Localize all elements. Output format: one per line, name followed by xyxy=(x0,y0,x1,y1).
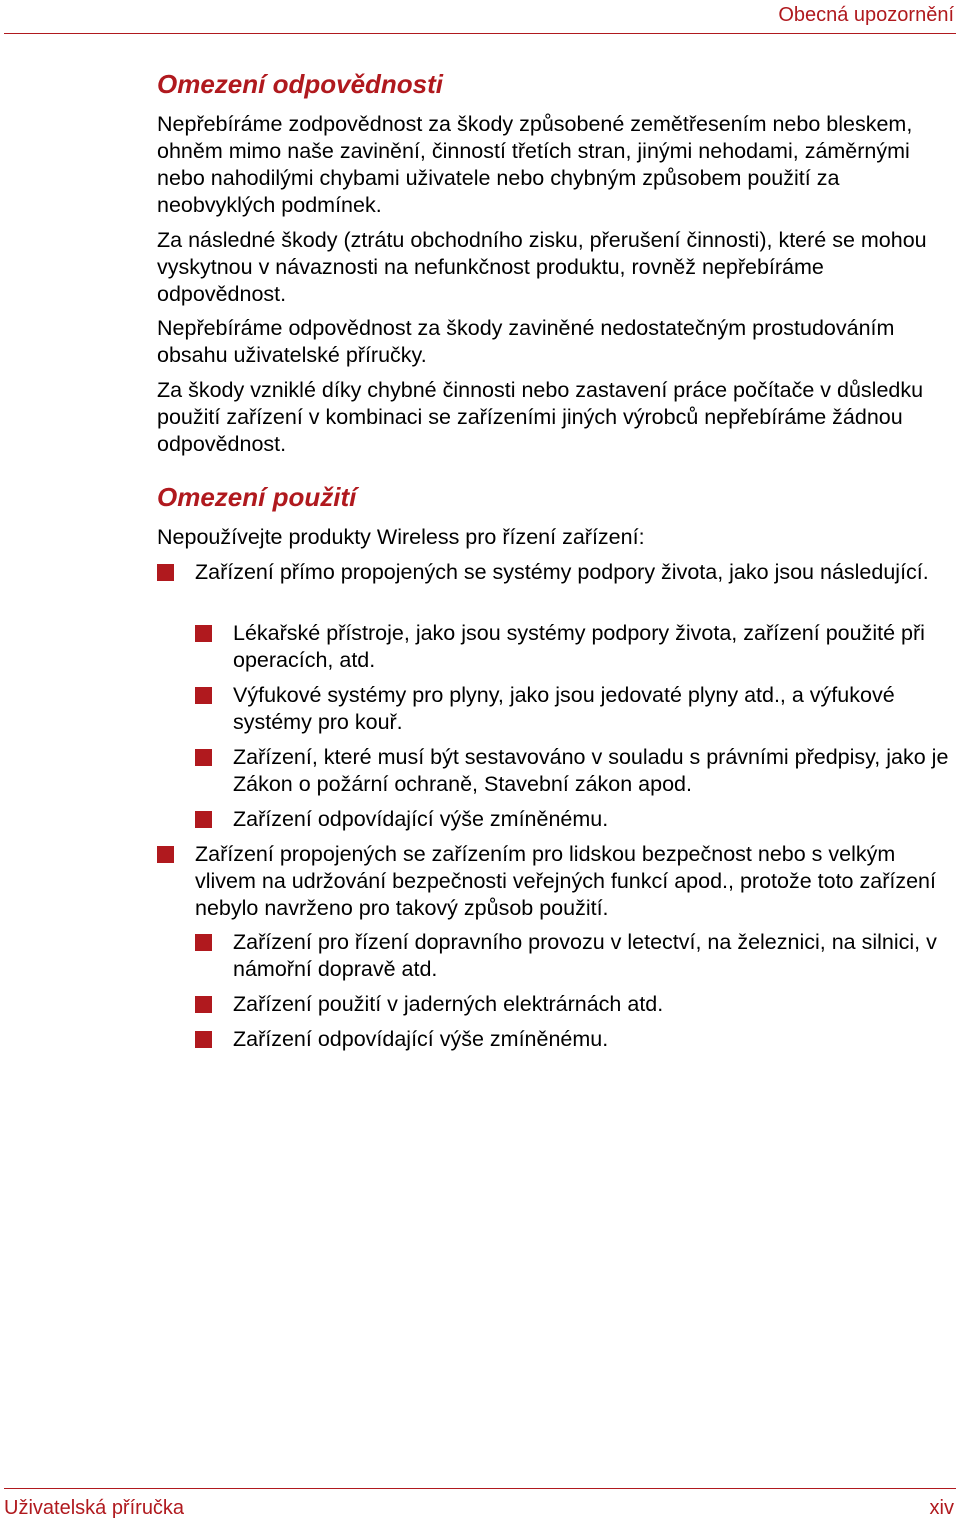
liability-paragraph-2: Za následné škody (ztrátu obchodního zisku, přerušení činnosti), které se mohou vyskytnou v návaznosti na nefunkčnost produktu, rovněž nepřebíráme odpovědnost. xyxy=(157,228,927,306)
square-bullet-icon xyxy=(157,564,174,581)
footer-divider xyxy=(4,1488,956,1489)
section-title-liability: Omezení odpovědnosti xyxy=(157,69,444,99)
section-title-usage: Omezení použití xyxy=(157,482,357,512)
liability-paragraph-1: Nepřebíráme zodpovědnost za škody způsobené zemětřesením nebo bleskem, ohněm mimo naše zavinění, činností třetích stran, jinými nehodami, záměrnými nebo nahodilými chybami uživatele nebo chybným způsobem použití za neobvyklých podmínek. xyxy=(157,112,913,217)
header-divider xyxy=(4,33,956,34)
running-header: Obecná upozornění xyxy=(778,4,954,26)
list-item-text: Lékařské přístroje, jako jsou systémy podpory života, zařízení použité při operacích, atd. xyxy=(233,621,925,672)
square-bullet-icon xyxy=(195,749,212,766)
square-bullet-icon xyxy=(157,846,174,863)
square-bullet-icon xyxy=(195,687,212,704)
list-item-text: Zařízení použití v jaderných elektrárnách atd. xyxy=(233,992,664,1016)
square-bullet-icon xyxy=(195,1031,212,1048)
liability-paragraph-4: Za škody vzniklé díky chybné činnosti nebo zastavení práce počítače v důsledku použití zařízení v kombinaci se zařízeními jiných výrobců nepřebíráme žádnou odpovědnost. xyxy=(157,378,924,456)
list-item-text: Zařízení odpovídající výše zmíněnému. xyxy=(233,807,609,831)
footer-manual-title: Uživatelská příručka xyxy=(4,1497,185,1519)
square-bullet-icon xyxy=(195,934,212,951)
square-bullet-icon xyxy=(195,996,212,1013)
list-item-text: Zařízení odpovídající výše zmíněnému. xyxy=(233,1027,609,1051)
list-item-text: Zařízení propojených se zařízením pro lidskou bezpečnost nebo s velkým vlivem na udržování bezpečnosti veřejných funkcí apod., protože toto zařízení nebylo navrženo pro takový způsob použití. xyxy=(195,842,936,920)
list-item-text: Zařízení pro řízení dopravního provozu v letectví, na železnici, na silnici, v námořní dopravě atd. xyxy=(233,930,937,981)
list-item-text: Zařízení, které musí být sestavováno v souladu s právními předpisy, jako je Zákon o požární ochraně, Stavební zákon apod. xyxy=(233,745,949,796)
square-bullet-icon xyxy=(195,811,212,828)
list-item-text: Výfukové systémy pro plyny, jako jsou jedovaté plyny atd., a výfukové systémy pro kouř. xyxy=(233,683,895,734)
page-number: xiv xyxy=(929,1497,954,1519)
liability-paragraph-3: Nepřebíráme odpovědnost za škody zaviněné nedostatečným prostudováním obsahu uživatelské příručky. xyxy=(157,316,895,367)
usage-intro: Nepoužívejte produkty Wireless pro řízení zařízení: xyxy=(157,525,645,549)
square-bullet-icon xyxy=(195,625,212,642)
list-item-text: Zařízení přímo propojených se systémy podpory života, jako jsou následující. xyxy=(195,560,929,584)
